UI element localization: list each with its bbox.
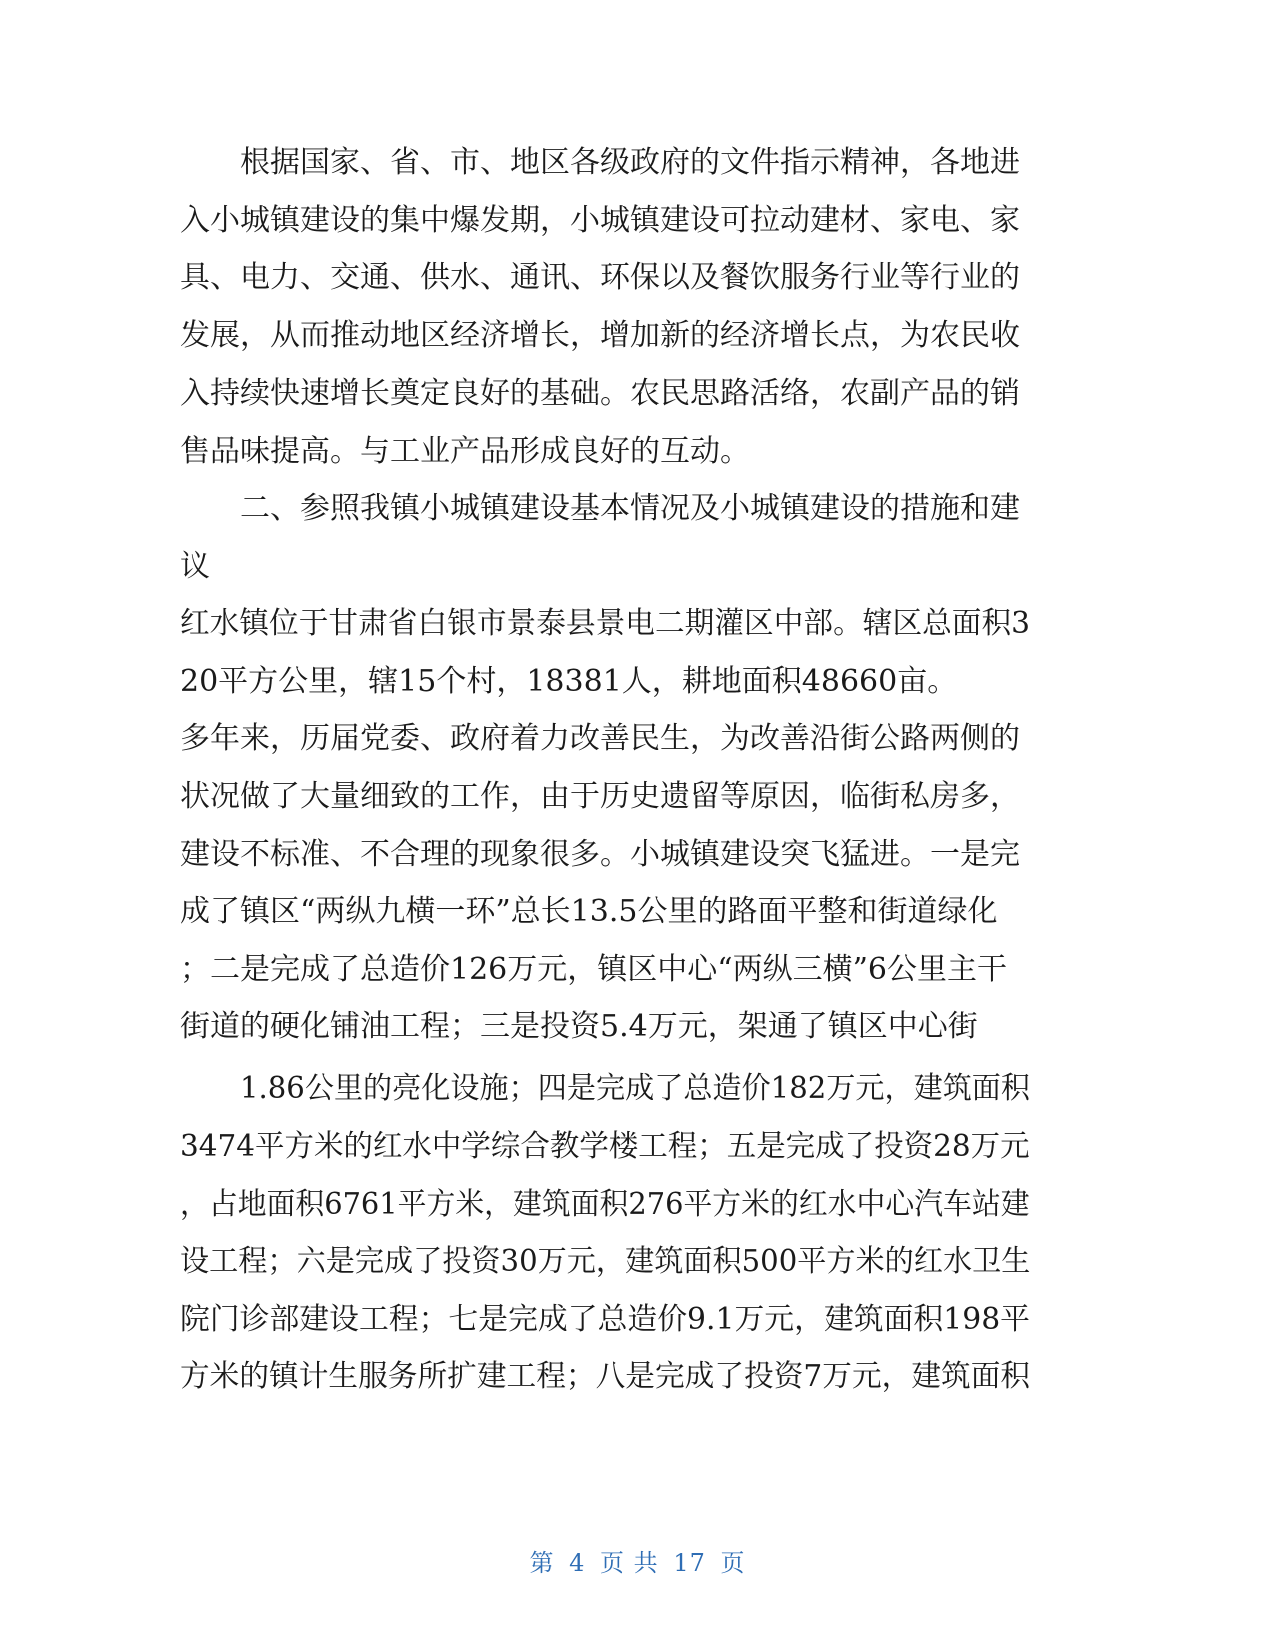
paragraph-line: 3474平方米的红水中学综合教学楼工程；五是完成了投资28万元 xyxy=(180,1129,1030,1164)
paragraph-line: 状况做了大量细致的工作，由于历史遗留等原因，临街私房多， xyxy=(180,779,1020,814)
paragraph-line: 20平方公里，辖15个村，18381人，耕地面积48660亩。 xyxy=(180,664,958,699)
footer-middle: 页 共 xyxy=(600,1549,659,1577)
paragraph-line: 具、电力、交通、供水、通讯、环保以及餐饮服务行业等行业的 xyxy=(180,260,1020,295)
paragraph-line: 院门诊部建设工程；七是完成了总造价9.1万元，建筑面积198平 xyxy=(180,1302,1031,1337)
total-page-count: 17 xyxy=(673,1549,706,1577)
paragraph-line: 建设不标准、不合理的现象很多。小城镇建设突飞猛进。一是完 xyxy=(180,837,1020,872)
paragraph-line: 成了镇区“两纵九横一环”总长13.5公里的路面平整和街道绿化 xyxy=(180,894,998,929)
paragraph-line: 入小城镇建设的集中爆发期，小城镇建设可拉动建材、家电、家 xyxy=(180,203,1020,238)
paragraph-line: 1.86公里的亮化设施；四是完成了总造价182万元，建筑面积 xyxy=(240,1071,1031,1106)
footer-suffix: 页 xyxy=(720,1549,746,1577)
footer-prefix: 第 xyxy=(529,1549,555,1577)
paragraph-line: 方米的镇计生服务所扩建工程；八是完成了投资7万元，建筑面积 xyxy=(180,1359,1031,1394)
paragraph-line: 入持续快速增长奠定良好的基础。农民思路活络，农副产品的销 xyxy=(180,376,1020,411)
current-page-number: 4 xyxy=(569,1549,586,1577)
page-number-footer xyxy=(0,1548,1275,1578)
paragraph-line: ，占地面积6761平方米，建筑面积276平方米的红水中心汽车站建 xyxy=(180,1187,1030,1222)
paragraph-line: ；二是完成了总造价126万元，镇区中心“两纵三横”6公里主干 xyxy=(180,952,1008,987)
paragraph-line: 发展，从而推动地区经济增长，增加新的经济增长点，为农民收 xyxy=(180,318,1020,353)
paragraph-line: 多年来，历届党委、政府着力改善民生，为改善沿街公路两侧的 xyxy=(180,721,1020,756)
section-heading-line: 二、参照我镇小城镇建设基本情况及小城镇建设的措施和建 xyxy=(240,491,1020,526)
section-heading-line: 议 xyxy=(180,549,210,584)
paragraph-line: 设工程；六是完成了投资30万元，建筑面积500平方米的红水卫生 xyxy=(180,1244,1031,1279)
paragraph-line: 根据国家、省、市、地区各级政府的文件指示精神，各地进 xyxy=(240,145,1020,180)
paragraph-line: 街道的硬化铺油工程；三是投资5.4万元，架通了镇区中心街 xyxy=(180,1009,978,1044)
paragraph-line: 红水镇位于甘肃省白银市景泰县景电二期灌区中部。辖区总面积3 xyxy=(180,606,1031,641)
paragraph-line: 售品味提高。与工业产品形成良好的互动。 xyxy=(180,434,750,469)
